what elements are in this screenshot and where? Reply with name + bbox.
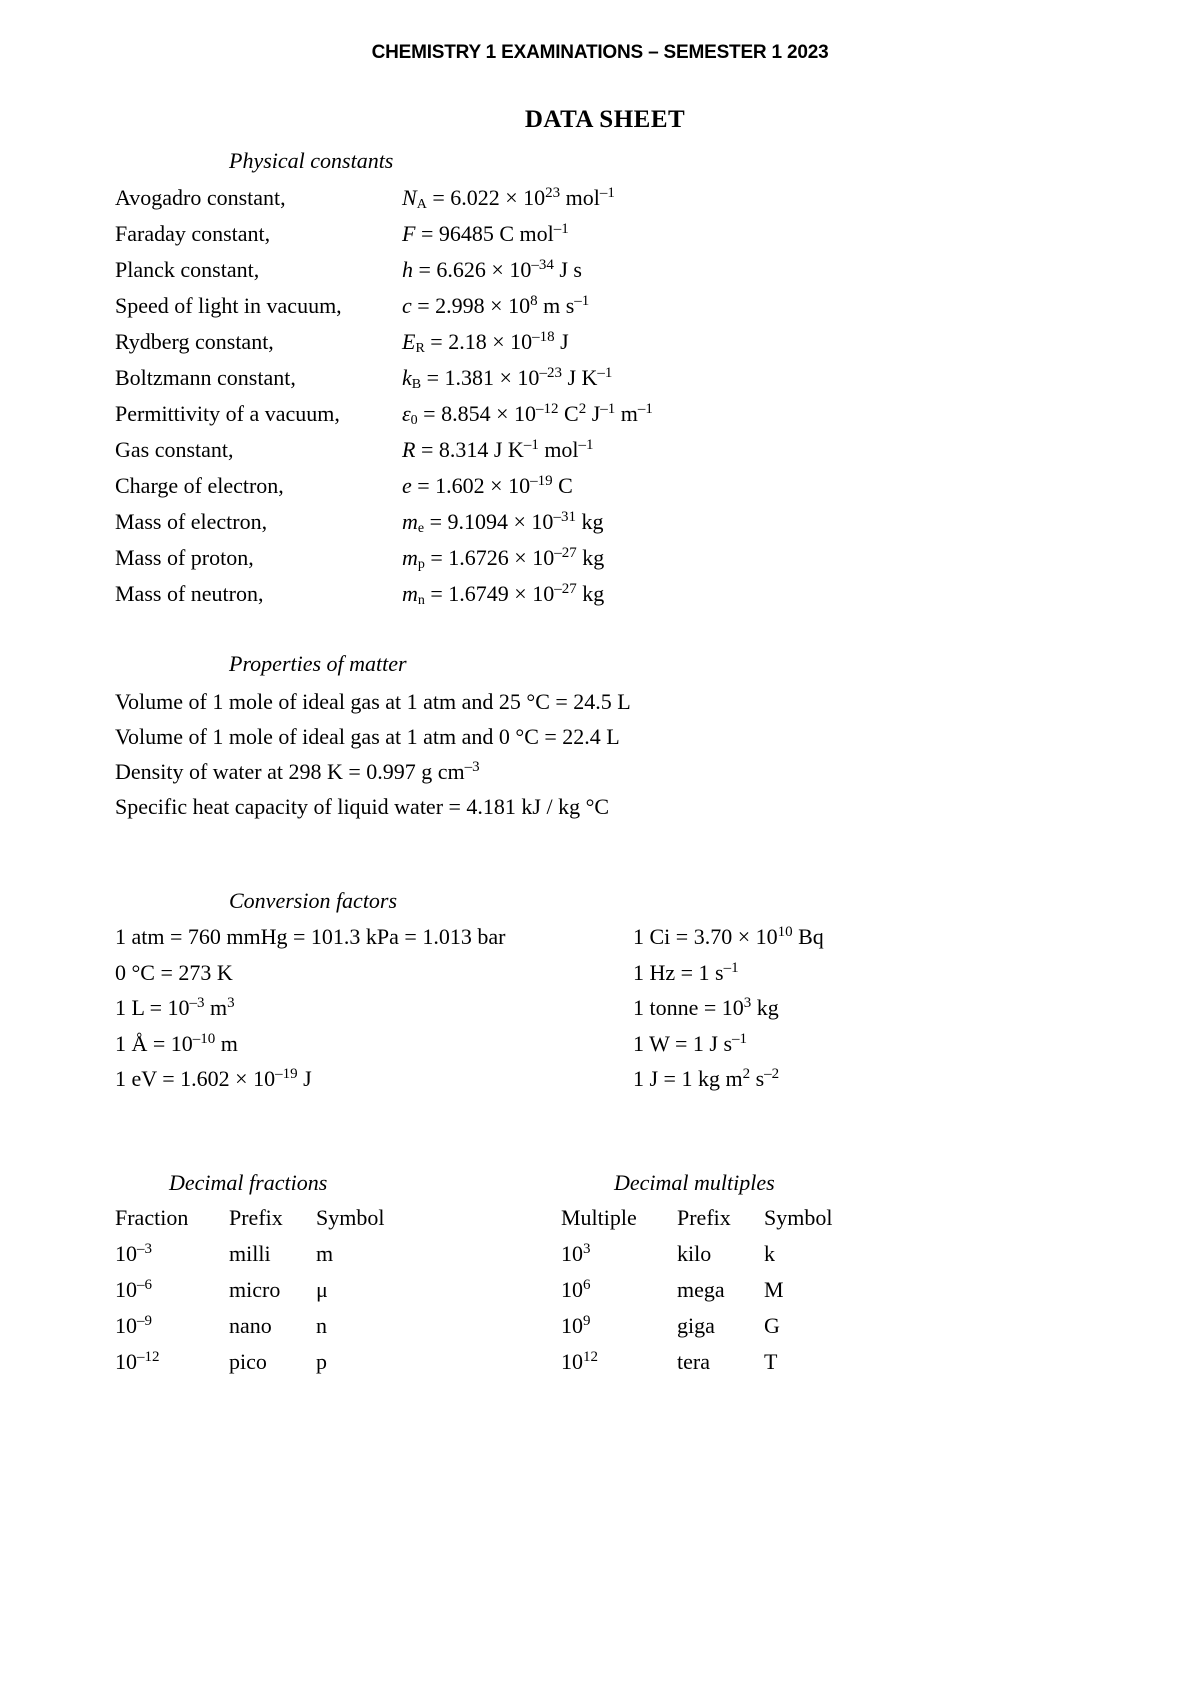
matter-line: Specific heat capacity of liquid water = 4.181 kJ / kg °C	[115, 794, 610, 819]
properties-of-matter-heading: Properties of matter	[229, 651, 407, 676]
constant-symbol: m	[402, 509, 418, 534]
column-header: Symbol	[316, 1205, 385, 1230]
subscript: A	[416, 197, 427, 212]
matter-line: Density of water at 298 K = 0.997 g $cm^{-3}$	[115, 759, 480, 784]
prefix-cell: micro	[229, 1277, 281, 1302]
physical-constants-heading: Physical constants	[229, 148, 394, 173]
column-header: Prefix	[677, 1205, 731, 1230]
superscript: 8	[530, 293, 538, 309]
superscript: –3	[137, 1241, 152, 1257]
constant-value: $m_n = 1.6749 \times 10^{-27}$ kg	[402, 581, 605, 608]
superscript: –2	[764, 1066, 780, 1082]
conversion-line: 1 W = 1 J $s^{-1}$	[633, 1030, 747, 1056]
power-cell: $10^6$	[561, 1277, 591, 1302]
constant-symbol: N	[402, 185, 417, 210]
power-cell: $10^{-3}$	[115, 1241, 152, 1266]
constant-value: $k_B = 1.381 \times 10^{-23}$ J $K^{-1}$	[402, 365, 613, 392]
conversion-line: 1 $Ci = 3.70 \times 10^{10}$ Bq	[633, 924, 824, 949]
superscript: –12	[536, 401, 559, 417]
symbol-cell: k	[764, 1241, 775, 1266]
subscript: B	[411, 377, 422, 392]
power-cell: $10^{12}$	[561, 1349, 598, 1374]
superscript: –1	[600, 401, 616, 417]
superscript: –19	[275, 1066, 298, 1082]
constant-symbol: m	[402, 581, 418, 606]
symbol-cell: M	[764, 1277, 784, 1302]
superscript: 10	[777, 924, 793, 940]
superscript: –23	[539, 365, 562, 381]
superscript: –9	[137, 1313, 152, 1329]
symbol-cell: G	[764, 1313, 780, 1338]
conversion-line: 1 Å = $10^{-10}$ m	[115, 1030, 238, 1056]
superscript: –27	[554, 581, 577, 597]
superscript: 2	[742, 1066, 751, 1082]
power-cell: $10^3$	[561, 1241, 591, 1266]
constant-name: Planck constant,	[115, 257, 260, 282]
prefix-cell: mega	[677, 1277, 725, 1302]
constant-value: $e = 1.602 \times 10^{-19}$ C	[402, 473, 573, 498]
exam-header: CHEMISTRY 1 EXAMINATIONS – SEMESTER 1 2023	[371, 42, 829, 63]
superscript: –27	[554, 545, 577, 561]
constant-name: Rydberg constant,	[115, 329, 274, 354]
superscript: –3	[464, 759, 480, 775]
constant-name: Mass of neutron,	[115, 581, 264, 606]
superscript: –1	[599, 185, 615, 201]
constant-value: F = 96485 C mol$^{-1}$	[402, 221, 569, 246]
constant-symbol: c	[402, 293, 412, 318]
constant-symbol: h	[402, 257, 413, 282]
power-cell: $10^{-9}$	[115, 1313, 152, 1338]
superscript: –1	[637, 401, 653, 417]
power-cell: $10^9$	[561, 1313, 591, 1338]
column-header: Prefix	[229, 1205, 283, 1230]
superscript: 9	[583, 1313, 591, 1329]
constant-name: Faraday constant,	[115, 221, 271, 246]
superscript: –3	[189, 995, 205, 1011]
subscript: p	[417, 557, 425, 572]
constant-name: Gas constant,	[115, 437, 234, 462]
conversion-line: 1 Hz = 1 $s^{-1}$	[633, 959, 739, 985]
constant-symbol: F	[402, 221, 416, 246]
symbol-cell: m	[316, 1241, 334, 1266]
conversion-line: 1 eV = $1.602 \times 10^{-19}$ J	[115, 1066, 312, 1091]
superscript: –19	[530, 473, 553, 489]
prefix-cell: tera	[677, 1349, 710, 1374]
superscript: 3	[743, 995, 752, 1011]
matter-line: Volume of 1 mole of ideal gas at 1 atm and 0 °C = 22.4 L	[115, 724, 620, 749]
superscript: 23	[545, 185, 561, 201]
prefix-cell: nano	[229, 1313, 272, 1338]
power-cell: $10^{-12}$	[115, 1349, 160, 1374]
column-header: Multiple	[561, 1205, 637, 1230]
superscript: –1	[523, 437, 539, 453]
superscript: –18	[532, 329, 555, 345]
superscript: –1	[574, 293, 590, 309]
superscript: –34	[531, 257, 554, 273]
superscript: –31	[553, 509, 576, 525]
superscript: –1	[578, 437, 594, 453]
column-header: Fraction	[115, 1205, 189, 1230]
constant-value: $m_p = 1.6726 \times 10^{-27}$ kg	[402, 545, 605, 572]
superscript: 12	[583, 1349, 598, 1365]
page-title: DATA SHEET	[524, 106, 686, 133]
subscript: e	[417, 521, 425, 536]
conversion-line: 1 tonne = $10^3$ kg	[633, 995, 779, 1020]
superscript: 3	[583, 1241, 591, 1257]
constant-value: R = 8.314 J $K^{-1}$ mol$^{-1}$	[402, 437, 594, 462]
constant-value: $N_A = 6.022 \times 10^{23}$ mol$^{-1}$	[402, 185, 615, 212]
constant-value: $c = 2.998 \times 10^8$ m $s^{-1}$	[402, 293, 590, 318]
superscript: –10	[192, 1030, 216, 1047]
superscript: 3	[227, 995, 235, 1011]
constant-name: Avogadro constant,	[115, 185, 286, 210]
constant-name: Speed of light in vacuum,	[115, 293, 342, 318]
subscript: R	[415, 341, 425, 356]
constant-name: Permittivity of a vacuum,	[115, 401, 340, 426]
power-cell: $10^{-6}$	[115, 1277, 152, 1302]
conversion-line: 0 °C = 273 K	[115, 959, 233, 985]
constant-value: $E_R = 2.18 \times 10^{-18}$ J	[402, 329, 569, 356]
constant-name: Charge of electron,	[115, 473, 284, 498]
constant-name: Mass of proton,	[115, 545, 254, 570]
constant-value: $m_e = 9.1094 \times 10^{-31}$ kg	[402, 509, 604, 536]
conversion-line: 1 J = 1 kg $m^2$ $s^{-2}$	[633, 1066, 780, 1091]
symbol-cell: μ	[316, 1277, 328, 1302]
constant-symbol: ε	[402, 401, 411, 426]
prefix-cell: kilo	[677, 1241, 712, 1266]
superscript: –12	[137, 1349, 160, 1365]
constant-symbol: e	[402, 473, 412, 498]
superscript: –6	[137, 1277, 152, 1293]
constant-symbol: k	[402, 365, 412, 390]
symbol-cell: T	[764, 1349, 778, 1374]
constant-name: Boltzmann constant,	[115, 365, 296, 390]
prefix-cell: giga	[677, 1313, 715, 1338]
constant-name: Mass of electron,	[115, 509, 268, 534]
subscript: 0	[410, 413, 418, 428]
prefix-cell: pico	[229, 1349, 267, 1374]
subscript: n	[417, 593, 425, 608]
decimal-multiples-heading: Decimal multiples	[614, 1170, 775, 1195]
superscript: –1	[723, 959, 739, 976]
superscript: –1	[597, 365, 613, 381]
conversion-line: 1 $L = 10^{-3}$ $m^3$	[115, 995, 235, 1020]
constant-symbol: R	[402, 437, 416, 462]
constant-symbol: m	[402, 545, 418, 570]
superscript: –1	[732, 1030, 747, 1047]
constant-value: $\varepsilon_0 = 8.854 \times 10^{-12}$ $C^2$ $J^{-1}$ $m^{-1}$	[402, 401, 653, 428]
column-header: Symbol	[764, 1205, 833, 1230]
decimal-fractions-heading: Decimal fractions	[169, 1170, 328, 1195]
conversion-factors-heading: Conversion factors	[229, 888, 398, 913]
superscript: –1	[553, 221, 569, 237]
superscript: 6	[583, 1277, 591, 1293]
symbol-cell: n	[316, 1313, 327, 1338]
matter-line: Volume of 1 mole of ideal gas at 1 atm and 25 °C = 24.5 L	[115, 689, 631, 714]
superscript: 2	[578, 401, 587, 417]
conversion-line: 1 atm = 760 mmHg = 101.3 kPa = 1.013 bar	[115, 924, 506, 949]
constant-value: $h = 6.626 \times 10^{-34}$ J s	[402, 257, 582, 282]
constant-symbol: E	[402, 329, 416, 354]
prefix-cell: milli	[229, 1241, 271, 1266]
symbol-cell: p	[316, 1349, 327, 1374]
